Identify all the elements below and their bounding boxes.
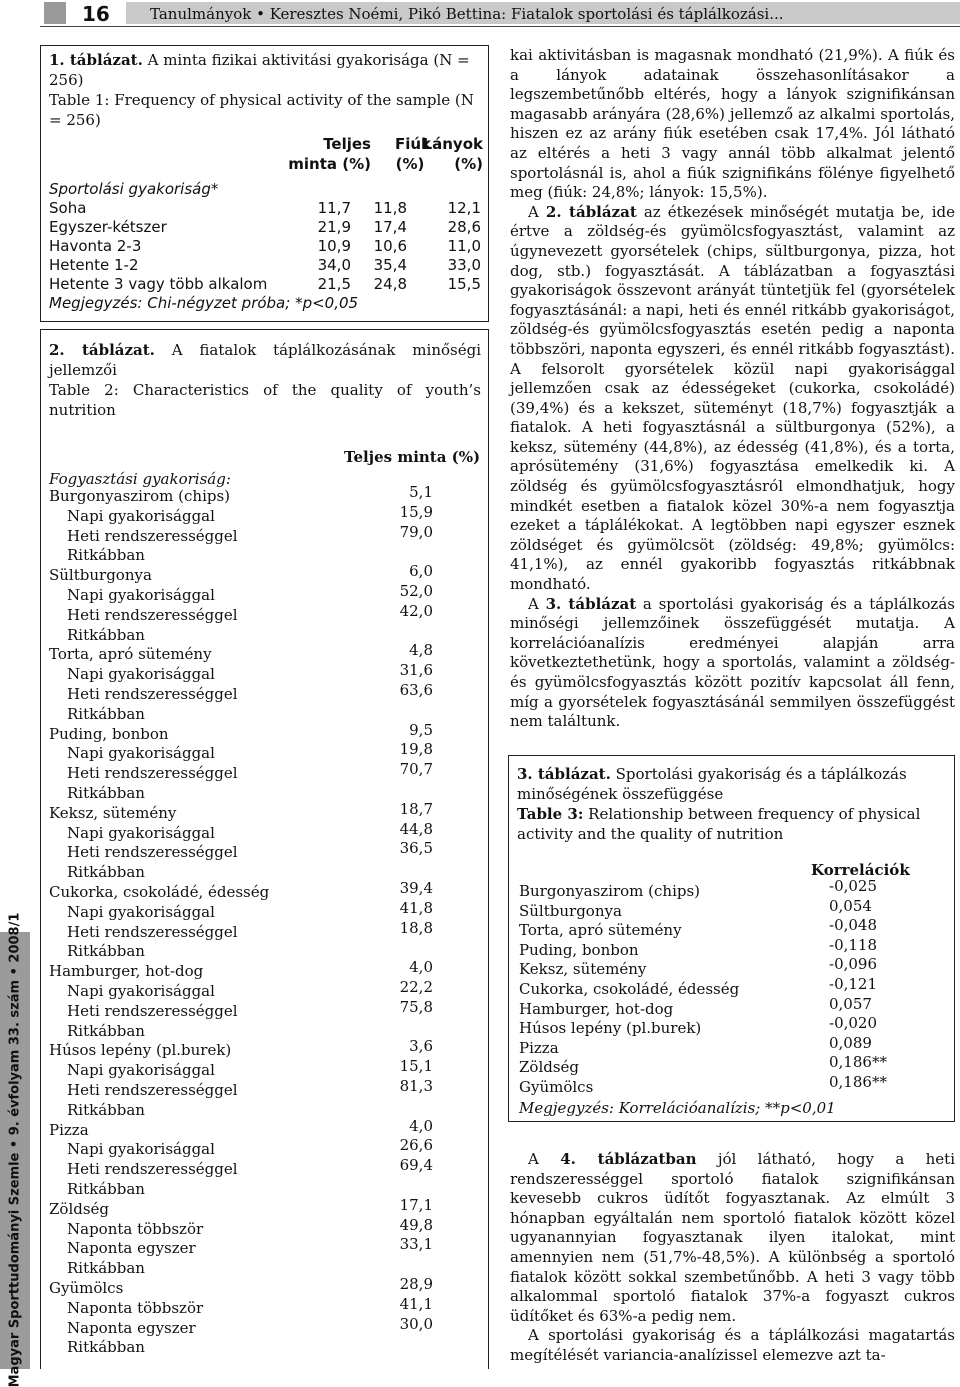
table-2-sub-label: Napi gyakorisággal: [67, 1061, 215, 1080]
table-3-title-hu: Sportolási gyakoriság és a táplálkozás minőségének összefüggése: [517, 765, 907, 803]
table-2-sub-label: Napi gyakorisággal: [67, 586, 215, 604]
table-2-sub-label: Ritkábban: [67, 863, 145, 882]
table-2-food-label: Pizza: [49, 1120, 89, 1139]
table-1-cell: 21,9: [317, 218, 351, 236]
table-2-sub-label: Naponta többször: [67, 1219, 204, 1238]
table-2-sub-label: Napi gyakorisággal: [67, 1140, 215, 1159]
table-2-title-hu: A fiatalok táplálkozásának minőségi jellemzői: [49, 341, 481, 379]
table-3-ref: 3. táblázat: [545, 594, 637, 613]
table-2-sub-label: Heti rendszerességgel: [67, 526, 238, 545]
table-2-sub-value: 22,2: [399, 978, 433, 996]
table-1-note: Megjegyzés: Chi-négyzet próba; *p<0,05: [49, 294, 359, 312]
table-3-title-en-label: Table 3:: [517, 805, 584, 823]
table-2-food-value: 4,0: [409, 1116, 433, 1135]
table-1-cell: 11,7: [317, 199, 351, 217]
table-1-col-header-girls: Lányok (%): [422, 135, 483, 173]
table-2-sub-value: 36,5: [399, 839, 433, 858]
table-3-row-value: -0,121: [829, 975, 878, 993]
table-3-row-value: 0,089: [829, 1033, 872, 1052]
table-3-title-en: Relationship between frequency of physical activity and the quality of nutrition: [517, 805, 921, 843]
table-2-food-value: 4,0: [409, 958, 433, 977]
table-1-row-label: Havonta 2-3: [49, 237, 142, 255]
table-2-sub-value: 26,6: [399, 1136, 433, 1155]
table-2-food-label: Hamburger, hot-dog: [49, 962, 204, 981]
table-2-food-label: Puding, bonbon: [49, 724, 169, 743]
table-2-sub-value: 41,1: [399, 1294, 433, 1313]
table-1-section: Sportolási gyakoriság*: [49, 180, 219, 198]
table-2-sub-value: 63,6: [399, 681, 433, 699]
table-2-caption: [49, 340, 481, 420]
table-3-row-value: 0,054: [829, 896, 872, 915]
table-2-label: 2. táblázat.: [49, 341, 155, 359]
table-3-row-label: Húsos lepény (pl.burek): [519, 1019, 702, 1038]
table-2-sub-label: Ritkábban: [67, 625, 145, 644]
table-2-food-value: 5,1: [409, 483, 433, 501]
table-2-sub-label: Ritkábban: [67, 784, 145, 802]
table-2-food-value: 18,7: [399, 799, 433, 818]
table-3-row-value: -0,020: [829, 1014, 878, 1033]
table-2-sub-label: Napi gyakorisággal: [67, 823, 215, 842]
table-1-title-hu: A minta fizikai aktivitási gyakorisága (N = 256): [49, 51, 470, 89]
table-2-sub-label: Ritkábban: [67, 1180, 145, 1198]
table-3: [508, 755, 955, 1122]
table-1-cell: 17,4: [373, 218, 407, 236]
table-2-sub-label: Heti rendszerességgel: [67, 922, 238, 941]
table-2-food-value: 17,1: [399, 1195, 433, 1214]
paragraph-4: A 4. táblázatban jól látható, hogy a heti rendszerességgel sportoló fiatalok szignifikánsan kevesebb cukros üdítőt fogyasztanak. Az elmúlt 3 hónapban egyáltalán nem sportoló fiatalok között közel ugyanannyian fogyasztanak ilyen italokat, mint amennyien nem (51,7%-48,5%). A különbség a sportoló fiatalok között sokkal szembetűnőbb. A heti 3 vagy több alkalommal sportoló fiatalok 37%-a fogyaszt cukros üdítőket és 63%-a pedig nem.: [510, 1150, 956, 1325]
table-2-sub-label: Napi gyakorisággal: [67, 982, 215, 1000]
table-2-sub-label: Napi gyakorisággal: [67, 506, 215, 525]
body-text-top: [510, 46, 955, 732]
table-2-food-label: Burgonyaszirom (chips): [49, 487, 231, 505]
table-2-sub-value: 49,8: [399, 1215, 433, 1234]
table-2-sub-label: Heti rendszerességgel: [67, 1160, 238, 1179]
table-2-sub-label: Napi gyakorisággal: [67, 665, 215, 684]
table-2-sub-label: Heti rendszerességgel: [67, 843, 238, 862]
table-2-col-header: Teljes minta (%): [344, 448, 481, 466]
table-3-col-header: Korrelációk: [811, 861, 910, 879]
running-title: Tanulmányok • Keresztes Noémi, Pikó Bettina: Fiatalok sportolási és táplálkozási...: [150, 5, 784, 23]
table-2-food-value: 4,8: [409, 641, 433, 660]
table-3-label: 3. táblázat.: [517, 765, 611, 783]
table-3-row-value: -0,025: [829, 877, 878, 895]
table-2-sub-label: Ritkábban: [67, 1021, 145, 1040]
table-3-row-label: Gyümölcs: [519, 1078, 594, 1096]
table-3-row-label: Puding, bonbon: [519, 940, 639, 959]
table-2-sub-value: 19,8: [399, 740, 433, 759]
table-1-cell: 33,0: [447, 256, 481, 274]
table-1-row-label: Hetente 3 vagy több alkalom: [49, 275, 268, 293]
journal-side-text: Magyar Sporttudományi Szemle • 9. évfolyam 33. szám • 2008/1: [7, 912, 23, 1387]
table-2-title-en: Characteristics of the quality of youth’s nutrition: [49, 381, 481, 419]
table-3-caption: [517, 764, 947, 844]
table-2-food-label: Keksz, sütemény: [49, 803, 177, 822]
table-2-sub-label: Heti rendszerességgel: [67, 685, 238, 703]
table-3-row-label: Burgonyaszirom (chips): [519, 882, 701, 900]
table-2-sub-label: Naponta egyszer: [67, 1239, 196, 1258]
page-header: [0, 0, 960, 28]
table-2-sub-label: Heti rendszerességgel: [67, 1081, 238, 1099]
table-2-title-en-label: Table 2:: [49, 381, 119, 399]
table-1-cell: 15,5: [447, 275, 481, 293]
table-1-caption: [49, 50, 479, 130]
paragraph-2: A 2. táblázat az étkezések minőségét mutatja be, ide értve a zöldség-és gyümölcsfogyasztást, valamint az úgynevezett gyorsételek (chips, sültburgonya, pizza, hot dog, stb.) fogyasztását. A táblázatban a fogyasztási gyakoriságok összevont arányát tüntetjük fel (gyorsételek fogyasztásánál: a napi, heti és ennél ritkább gyakoriságot, zöldség-és gyümölcsfogyasztás esetén pedig a naponta többszöri, naponta egyszeri, és ennél ritkább fogyasztást). A felsorolt gyorsételek közül napi gyakorisággal jellemzően csak az édességeket (cukorka, csokoládé) (39,4%) és a kekszet, süteményt (18,7%) fogyasztják a fiatalok. A heti fogyasztásnál a sültburgonya (52%), a keksz, sütemény (44,8%), az édesség (41,8%), és a torta, aprósütemény (31,6%) fogyasztása emelkedik ki. A zöldség és gyümölcsfogyasztásról elmondhatjuk, hogy mindkét esetben a fiatalok közel 30%-a nem fogyasztja ezeket a táplálékokat. A legtöbben napi egyszer esznek zöldséget és gyümölcsöt (zöldség: 49,8%; gyümölcs: 41,1%), az ennél gyakoribb fogyasztás ritkábbnak mondható.: [510, 202, 955, 594]
table-3-row-value: -0,096: [829, 955, 878, 974]
table-2-sub-label: Ritkábban: [67, 1259, 145, 1278]
header-bar-left: [44, 2, 66, 24]
table-1-title-en: Frequency of physical activity of the sample (N = 256): [49, 91, 474, 129]
table-2-food-value: 39,4: [399, 879, 433, 897]
table-2-sub-value: 75,8: [399, 997, 433, 1016]
table-2-sub-label: Napi gyakorisággal: [67, 744, 215, 763]
table-2-section: Fogyasztási gyakoriság:: [49, 470, 231, 488]
table-2-ref: 2. táblázat: [545, 202, 637, 221]
table-2-sub-value: 70,7: [399, 760, 433, 779]
table-2-sub-value: 69,4: [399, 1156, 433, 1175]
table-2-food-value: 9,5: [409, 720, 433, 739]
table-2-sub-label: Heti rendszerességgel: [67, 1001, 238, 1020]
table-2-sub-value: 81,3: [399, 1077, 433, 1095]
table-2-food-value: 6,0: [409, 562, 433, 581]
table-2-sub-label: Naponta többször: [67, 1298, 204, 1317]
table-1-row-label: Hetente 1-2: [49, 256, 139, 274]
body-text-bottom: [510, 1150, 955, 1366]
table-3-note: Megjegyzés: Korrelációanalízis; **p<0,01: [519, 1099, 836, 1117]
table-3-row-value: 0,186**: [829, 1053, 887, 1072]
table-2-food-value: 3,6: [409, 1037, 433, 1056]
table-1-title-en-label: Table 1:: [49, 91, 110, 109]
table-1-cell: 21,5: [317, 275, 351, 293]
table-2-food-label: Torta, apró sütemény: [49, 645, 212, 664]
table-2-sub-value: 33,1: [399, 1235, 433, 1254]
table-2-food-label: Sültburgonya: [49, 566, 152, 585]
table-2-sub-value: 18,8: [399, 918, 433, 937]
table-3-row-label: Pizza: [519, 1038, 559, 1057]
table-2-food-label: Húsos lepény (pl.burek): [49, 1041, 232, 1060]
table-3-row-label: Keksz, sütemény: [519, 960, 647, 979]
table-2-sub-value: 52,0: [399, 582, 433, 600]
table-2-sub-label: Naponta egyszer: [67, 1318, 196, 1337]
page-number: 16: [82, 2, 110, 26]
table-3-row-value: 0,186**: [829, 1073, 887, 1091]
table-1-cell: 11,0: [447, 237, 481, 255]
table-2-sub-value: 44,8: [399, 819, 433, 838]
header-rule: [40, 26, 960, 27]
table-2-sub-value: 15,1: [399, 1057, 433, 1076]
table-1-cell: 10,6: [373, 237, 407, 255]
paragraph-3: A 3. táblázat a sportolási gyakoriság és a táplálkozás minőségi jellemzőinek összefüggését mutatja. A korrelációanalízis eredményei alapján arra következtethetünk, hogy a sportolás, valamint a zöldség- és gyümölcsfogyasztás között pozitív kapcsolat áll fenn, míg a gyorsételek fogyasztásánál semmilyen összefüggést nem találtunk.: [510, 594, 955, 731]
table-2-food-label: Gyümölcs: [49, 1279, 124, 1297]
table-3-row-label: Torta, apró sütemény: [519, 921, 682, 940]
table-2-sub-label: Ritkábban: [67, 942, 145, 961]
table-1-label: 1. táblázat.: [49, 51, 143, 69]
table-2-sub-label: Ritkábban: [67, 546, 145, 565]
paragraph-1: kai aktivitásban is magasnak mondható (21,9%). A fiúk és a lányok adatainak összehasonlításakor a legszembetűnőbb eltérés, hogy a lányok szignifikánsan magasabb arányára (28,6%) jellemző az alkalmi sportolás, hiszen ez az arány fiúk esetében csak 17,4%. Jól látható az eltérés a heti 3 vagy annál több alkalmat jelentő sportolásnál is, ahol a fiúk szignifikáns fölénye figyelhető meg (fiúk: 24,8%; lányok: 15,5%).: [510, 46, 955, 202]
table-1-col-header-boys: Fiúk (%): [394, 135, 431, 173]
table-3-row-value: -0,048: [829, 916, 878, 935]
table-3-row-label: Hamburger, hot-dog: [519, 999, 674, 1018]
table-1-cell: 34,0: [317, 256, 351, 274]
table-3-row-label: Cukorka, csokoládé, édesség: [519, 980, 740, 998]
table-2-food-label: Cukorka, csokoládé, édesség: [49, 883, 270, 901]
table-1-row-label: Soha: [49, 199, 87, 217]
table-2-sub-value: 31,6: [399, 661, 433, 680]
table-2-sub-value: 30,0: [399, 1314, 433, 1333]
table-2: [40, 329, 489, 1369]
table-3-row-value: -0,118: [829, 935, 878, 954]
table-2-sub-label: Ritkábban: [67, 704, 145, 723]
table-1: [40, 45, 489, 322]
table-2-sub-label: Ritkábban: [67, 1100, 145, 1119]
table-4-ref: 4. táblázatban: [560, 1150, 697, 1168]
table-1-row-label: Egyszer-kétszer: [49, 218, 167, 236]
table-1-cell: 24,8: [373, 275, 407, 293]
table-1-cell: 12,1: [447, 199, 481, 217]
table-2-sub-value: 42,0: [399, 601, 433, 620]
table-1-cell: 11,8: [373, 199, 407, 217]
table-2-sub-label: Heti rendszerességgel: [67, 764, 238, 783]
table-2-sub-label: Napi gyakorisággal: [67, 902, 215, 921]
table-1-col-header-total: Teljes minta (%): [288, 135, 371, 173]
table-1-cell: 28,6: [447, 218, 481, 236]
table-2-sub-value: 41,8: [399, 898, 433, 917]
table-1-cell: 10,9: [317, 237, 351, 255]
table-2-sub-label: Heti rendszerességgel: [67, 605, 238, 624]
table-2-sub-value: 79,0: [399, 522, 433, 541]
table-2-sub-label: Ritkábban: [67, 1338, 145, 1357]
table-3-row-label: Sültburgonya: [519, 901, 622, 920]
table-1-cell: 35,4: [373, 256, 407, 274]
table-3-row-value: 0,057: [829, 994, 872, 1013]
table-2-food-label: Zöldség: [49, 1199, 110, 1218]
paragraph-5: A sportolási gyakoriság és a táplálkozási magatartás megítélését variancia-analízissel elemezve azt ta-: [510, 1326, 955, 1364]
table-2-food-value: 28,9: [399, 1275, 433, 1293]
table-2-sub-value: 15,9: [399, 502, 433, 521]
table-3-row-label: Zöldség: [519, 1058, 580, 1077]
